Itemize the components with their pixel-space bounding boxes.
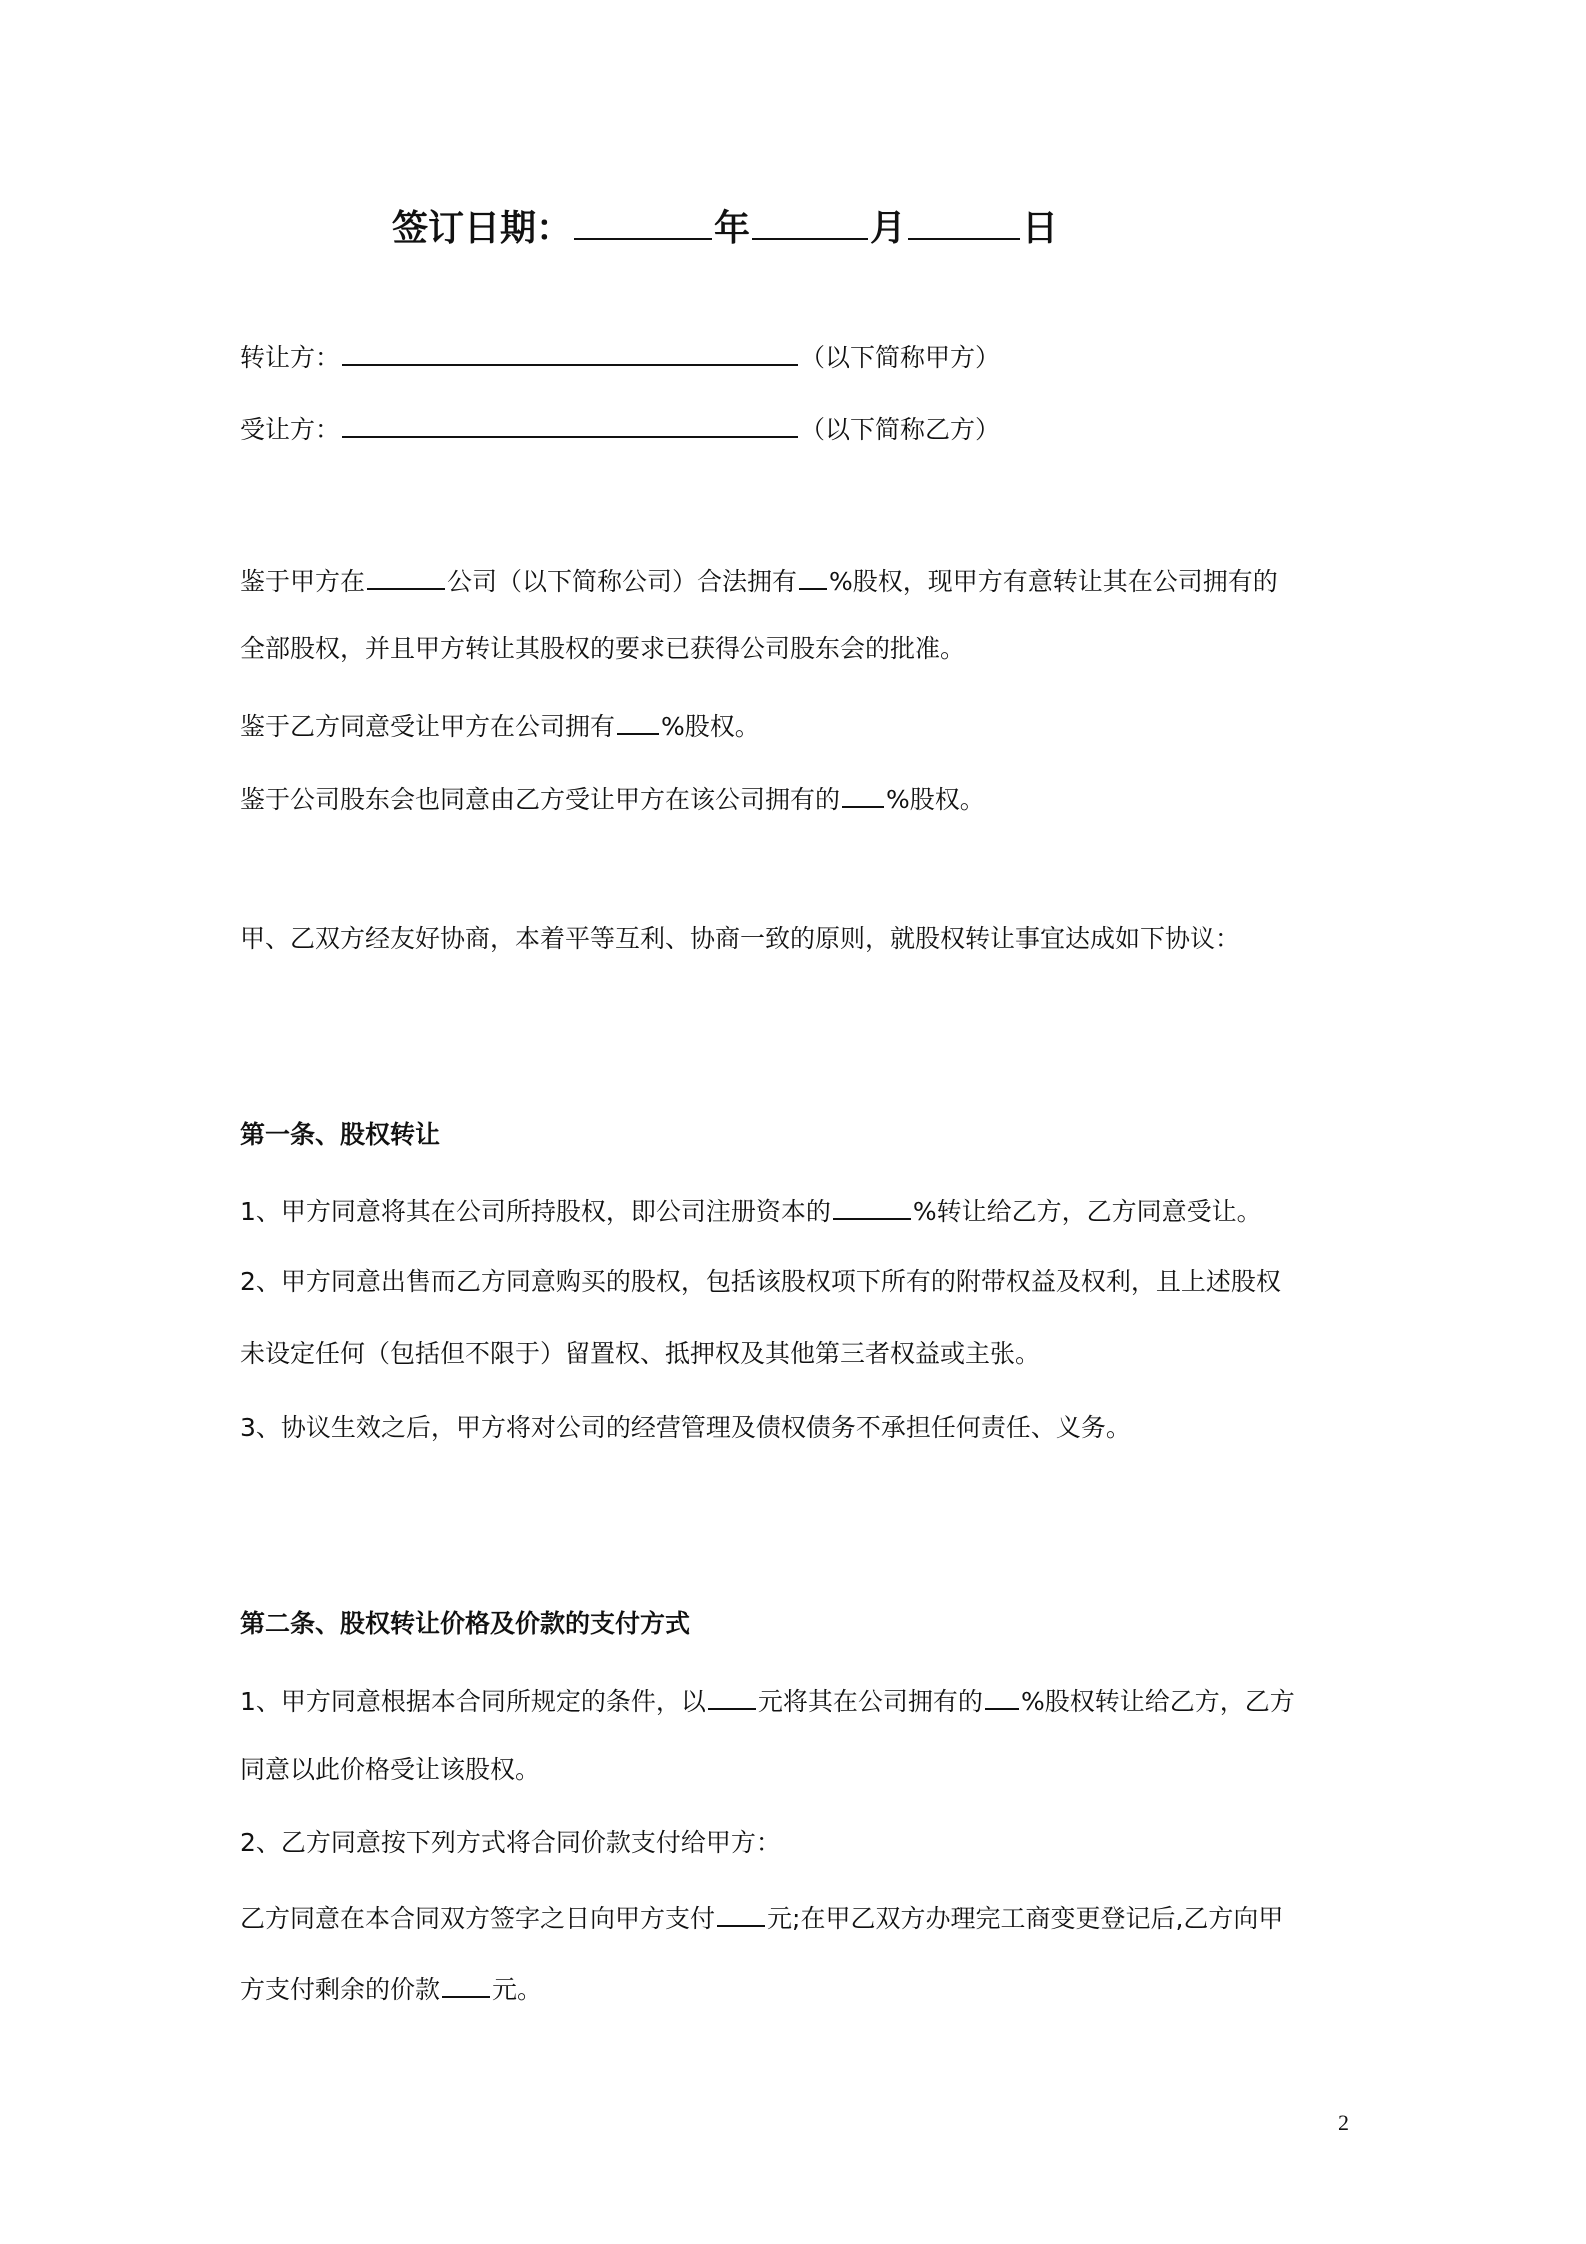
article-2-clause-1-line-2: 同意以此价格受让该股权。 bbox=[240, 1755, 541, 1784]
article-1-clause-2-line-1: 2、甲方同意出售而乙方同意购买的股权，包括该股权项下所有的附带权益及权利，且上述股权 bbox=[240, 1267, 1281, 1296]
recital-3 bbox=[240, 780, 985, 817]
share-percent-blank bbox=[617, 707, 659, 735]
share-percent-blank bbox=[985, 1682, 1019, 1710]
article-1-clause-1 bbox=[240, 1192, 1262, 1229]
recital-text: 公司（以下简称公司）合法拥有 bbox=[447, 567, 798, 596]
recital-text: 鉴于乙方同意受让甲方在公司拥有 bbox=[240, 712, 616, 741]
transferor-label: 转让方： bbox=[240, 343, 341, 372]
clause-text: %股权转让给乙方，乙方 bbox=[1020, 1687, 1295, 1716]
page-number: 2 bbox=[1338, 2110, 1349, 2135]
recital-text: %股权，现甲方有意转让其在公司拥有的 bbox=[829, 567, 1278, 596]
recital-text: %股权。 bbox=[661, 712, 760, 741]
price-blank bbox=[708, 1682, 756, 1710]
month-blank bbox=[752, 204, 868, 240]
clause-text: 元;在甲乙双方办理完工商变更登记后,乙方向甲 bbox=[767, 1904, 1284, 1933]
day-blank bbox=[908, 204, 1020, 240]
year-label: 年 bbox=[714, 208, 751, 249]
clause-text: 1、甲方同意将其在公司所持股权，即公司注册资本的 bbox=[240, 1197, 831, 1226]
transferor-note: （以下简称甲方） bbox=[800, 343, 1001, 372]
year-blank bbox=[574, 204, 712, 240]
share-percent-blank bbox=[799, 562, 827, 590]
transferee-blank bbox=[342, 410, 798, 438]
company-name-blank bbox=[367, 562, 445, 590]
article-2-clause-2: 2、乙方同意按下列方式将合同价款支付给甲方： bbox=[240, 1828, 781, 1857]
initial-payment-blank bbox=[717, 1899, 765, 1927]
article-1-clause-3: 3、协议生效之后，甲方将对公司的经营管理及债权债务不承担任何责任、义务。 bbox=[240, 1413, 1131, 1442]
recital-text: 鉴于公司股东会也同意由乙方受让甲方在该公司拥有的 bbox=[240, 785, 841, 814]
article-1-heading: 第一条、股权转让 bbox=[240, 1120, 441, 1149]
signing-date-label: 签订日期： bbox=[392, 208, 573, 249]
transferor-line bbox=[240, 338, 1000, 375]
day-label: 日 bbox=[1022, 208, 1059, 249]
recital-1-line-1 bbox=[240, 562, 1278, 599]
clause-text: 乙方同意在本合同双方签字之日向甲方支付 bbox=[240, 1904, 716, 1933]
month-label: 月 bbox=[870, 208, 907, 249]
remaining-payment-blank bbox=[442, 1970, 490, 1998]
recital-1-line-2 bbox=[240, 632, 965, 666]
agreement-statement: 甲、乙双方经友好协商，本着平等互利、协商一致的原则，就股权转让事宜达成如下协议： bbox=[240, 924, 1241, 953]
transferee-label: 受让方： bbox=[240, 415, 341, 444]
payment-terms-line-1 bbox=[240, 1899, 1283, 1936]
payment-terms-line-2 bbox=[240, 1970, 542, 2007]
share-percent-blank bbox=[842, 780, 884, 808]
article-2-heading: 第二条、股权转让价格及价款的支付方式 bbox=[240, 1609, 691, 1638]
clause-text: %转让给乙方，乙方同意受让。 bbox=[912, 1197, 1262, 1226]
recital-text: 全部股权，并且甲方转让其股权的要求已获得公司股东会的批准。 bbox=[240, 634, 966, 663]
signing-date-title bbox=[392, 204, 1058, 253]
clause-text: 方支付剩余的价款 bbox=[240, 1975, 441, 2004]
recital-text: %股权。 bbox=[886, 785, 985, 814]
transferor-blank bbox=[342, 338, 798, 366]
transferee-note: （以下简称乙方） bbox=[800, 415, 1001, 444]
clause-text: 元。 bbox=[492, 1975, 543, 2004]
transferee-line bbox=[240, 410, 1000, 447]
recital-text: 鉴于甲方在 bbox=[240, 567, 366, 596]
clause-text: 元将其在公司拥有的 bbox=[757, 1687, 983, 1716]
clause-text: 1、甲方同意根据本合同所规定的条件，以 bbox=[240, 1687, 706, 1716]
capital-percent-blank bbox=[833, 1192, 911, 1220]
article-1-clause-2-line-2: 未设定任何（包括但不限于）留置权、抵押权及其他第三者权益或主张。 bbox=[240, 1339, 1041, 1368]
recital-2 bbox=[240, 707, 760, 744]
article-2-clause-1-line-1 bbox=[240, 1682, 1295, 1719]
